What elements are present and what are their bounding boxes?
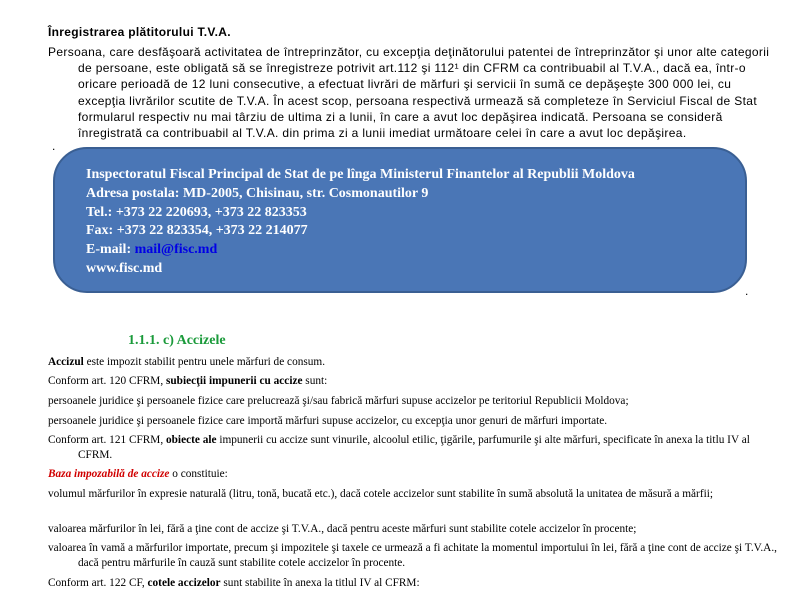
paragraph: Accizul este impozit stabilit pentru unele mărfuri de consum. [48, 356, 326, 368]
bold-term: subiecţii impunerii cu accize [166, 375, 303, 387]
paragraph: persoanele juridice şi persoanele fizice care prelucrează şi/sau fabrică mărfuri supuse accizelor pe teritoriul Republicii Moldova; [48, 395, 629, 407]
bold-term: Accizul [48, 356, 84, 368]
paragraph: Baza impozabilă de accize o constituie: [48, 468, 228, 480]
website-link[interactable]: www.fisc.md [86, 260, 163, 276]
section-title: Înregistrarea plătitorului T.V.A. [48, 25, 231, 39]
bullet-marker: . [52, 139, 56, 153]
postal-address: Adresa postala: MD-2005, Chisinau, str. Cosmonautilor 9 [86, 185, 429, 201]
bold-term: cotele accizelor [147, 577, 221, 589]
accize-heading: 1.1.1. c) Accizele [128, 333, 226, 348]
highlighted-term: Baza impozabilă de accize [48, 468, 170, 480]
paragraph: valoarea mărfurilor în lei, fără a ţine cont de accize şi T.V.A., dacă pentru aceste mărfuri sunt stabilite cotele accizelor în procente; [48, 523, 637, 535]
paragraph: persoanele juridice şi persoanele fizice care importă mărfuri supuse accizelor, cu excepţia unor genuri de mărfuri importate. [48, 415, 608, 427]
fax-numbers: Fax: +373 22 823354, +373 22 214077 [86, 223, 308, 239]
vat-registration-paragraph: Persoana, care desfăşoară activitatea de întreprinzător, cu excepţia deţinătorului patentei de întreprinzător şi unor alte categorii de persoane, este obligată să se înregistreze potrivit art.112 şi 112¹ din CFRM ca contribuabil al T.V.A., dacă ea, într-o oricare perioadă de 12 luni consecutive, a efectuat livrări de mărfuri şi servicii în sumă ce depăşeşte 300 000 lei, cu excepţia livrărilor scutite de T.V.A. În acest scop, persoana respectivă urmează să completeze în Serviciul Fiscal de Stat formularul respectiv nu mai târziu de ultima zi a lunii, în care a avut loc depăşirea indicată. Persoana se consideră înregistrată ca contribuabil al T.V.A. din prima zi a lunii imediat următoare celei în care a avut loc depăşirea. [48, 45, 770, 141]
tax-inspectorate-contact-box [53, 147, 747, 293]
paragraph: Conform art. 120 CFRM, subiecţii impunerii cu accize sunt: [48, 375, 328, 387]
email-line [86, 241, 745, 260]
email-label: E-mail: [86, 242, 135, 258]
phone-numbers: Tel.: +373 22 220693, +373 22 823353 [86, 204, 307, 220]
bullet-marker: . [745, 284, 749, 298]
paragraph: valoarea în vamă a mărfurilor importate, precum şi impozitele şi taxele ce urmează a fi achitate la momentul importului în lei, fără a ţine cont de accize şi T.V.A., dacă pentru mărfurile în cauză sunt stabilite cotele accizelor în procente. [48, 542, 777, 569]
bold-term: obiecte ale [166, 434, 217, 446]
paragraph: Conform art. 122 CF, cotele accizelor sunt stabilite în anexa la titlul IV al CFRM: [48, 577, 420, 589]
inspectorate-name: Inspectoratul Fiscal Principal de Stat de pe lînga Ministerul Finantelor al Republii Moldova [86, 167, 635, 182]
email-link[interactable]: mail@fisc.md [134, 242, 218, 258]
paragraph: Conform art. 121 CFRM, obiecte ale impunerii cu accize sunt vinurile, alcoolul etilic, ţigările, parfumurile şi alte mărfuri, specificate în anexa la titlu IV al CFRM. [48, 434, 750, 461]
paragraph: volumul mărfurilor în expresie naturală (litru, tonă, bucată etc.), dacă cotele accizelor sunt stabilite în sumă absolută la unitatea de măsură a mărfii; [48, 488, 713, 500]
